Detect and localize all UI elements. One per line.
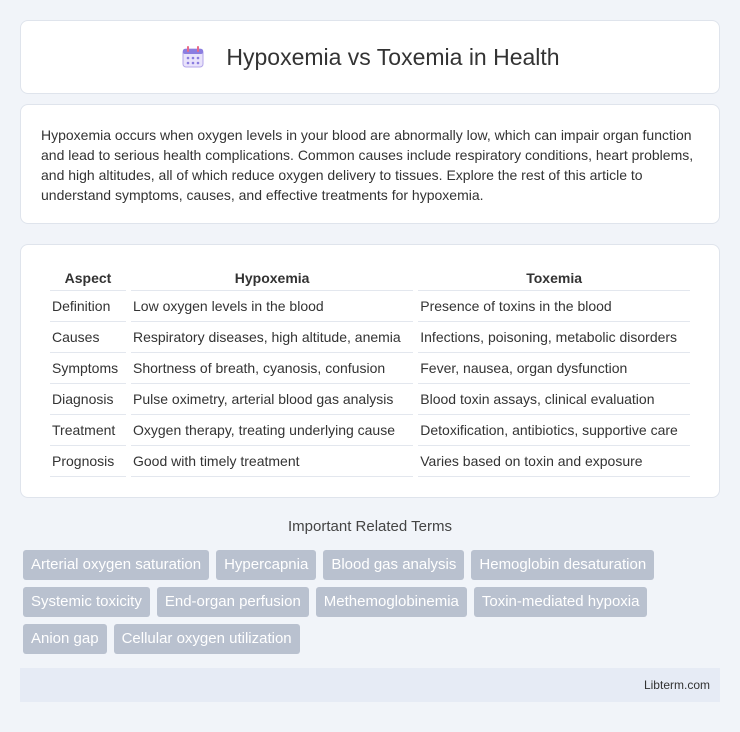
related-term-tag[interactable]: Methemoglobinemia (316, 587, 467, 617)
footer (20, 668, 720, 702)
calendar-icon (180, 44, 206, 70)
related-term-tag[interactable]: Arterial oxygen saturation (23, 550, 209, 580)
row-aspect: Symptoms (50, 353, 126, 384)
row-aspect: Diagnosis (50, 384, 126, 415)
row-toxemia: Varies based on toxin and exposure (418, 446, 690, 477)
header-aspect: Aspect (50, 265, 126, 291)
intro-paragraph: Hypoxemia occurs when oxygen levels in your blood are abnormally low, which can impair organ function and lead to serious health complications. Common causes include respiratory conditions, heart problems, and high altitudes, all of which reduce oxygen delivery to tissues. Explore the rest of this article to understand symptoms, causes, and effective treatments for hypoxemia. (41, 127, 694, 203)
related-term-tag[interactable]: Systemic toxicity (23, 587, 150, 617)
related-term-tag[interactable]: End-organ perfusion (157, 587, 309, 617)
related-terms-list (23, 550, 723, 654)
title-card (20, 20, 720, 94)
table-row (50, 291, 690, 322)
row-aspect: Prognosis (50, 446, 126, 477)
intro-card (20, 104, 720, 224)
row-aspect: Treatment (50, 415, 126, 446)
related-term-tag[interactable]: Toxin-mediated hypoxia (474, 587, 648, 617)
row-toxemia: Detoxification, antibiotics, supportive care (418, 415, 690, 446)
row-toxemia: Infections, poisoning, metabolic disorders (418, 322, 690, 353)
page-title: Hypoxemia vs Toxemia in Health (226, 43, 560, 70)
row-aspect: Causes (50, 322, 126, 353)
row-hypoxemia: Oxygen therapy, treating underlying cause (131, 415, 413, 446)
table-header-row (50, 265, 690, 291)
row-hypoxemia: Respiratory diseases, high altitude, anemia (131, 322, 413, 353)
header-hypoxemia: Hypoxemia (131, 265, 413, 291)
row-hypoxemia: Low oxygen levels in the blood (131, 291, 413, 322)
comparison-table-card (20, 244, 720, 498)
related-terms-heading: Important Related Terms (288, 518, 452, 535)
row-toxemia: Fever, nausea, organ dysfunction (418, 353, 690, 384)
row-hypoxemia: Pulse oximetry, arterial blood gas analysis (131, 384, 413, 415)
table-row (50, 415, 690, 446)
row-toxemia: Presence of toxins in the blood (418, 291, 690, 322)
related-term-tag[interactable]: Blood gas analysis (323, 550, 464, 580)
header-toxemia: Toxemia (418, 265, 690, 291)
row-hypoxemia: Shortness of breath, cyanosis, confusion (131, 353, 413, 384)
footer-site-link[interactable]: Libterm.com (643, 678, 710, 692)
related-term-tag[interactable]: Hemoglobin desaturation (471, 550, 654, 580)
related-term-tag[interactable]: Anion gap (23, 624, 107, 654)
table-row (50, 384, 690, 415)
comparison-table (45, 265, 695, 477)
row-hypoxemia: Good with timely treatment (131, 446, 413, 477)
related-term-tag[interactable]: Cellular oxygen utilization (114, 624, 300, 654)
table-row (50, 322, 690, 353)
row-toxemia: Blood toxin assays, clinical evaluation (418, 384, 690, 415)
row-aspect: Definition (50, 291, 126, 322)
table-row (50, 446, 690, 477)
related-term-tag[interactable]: Hypercapnia (216, 550, 316, 580)
table-row (50, 353, 690, 384)
